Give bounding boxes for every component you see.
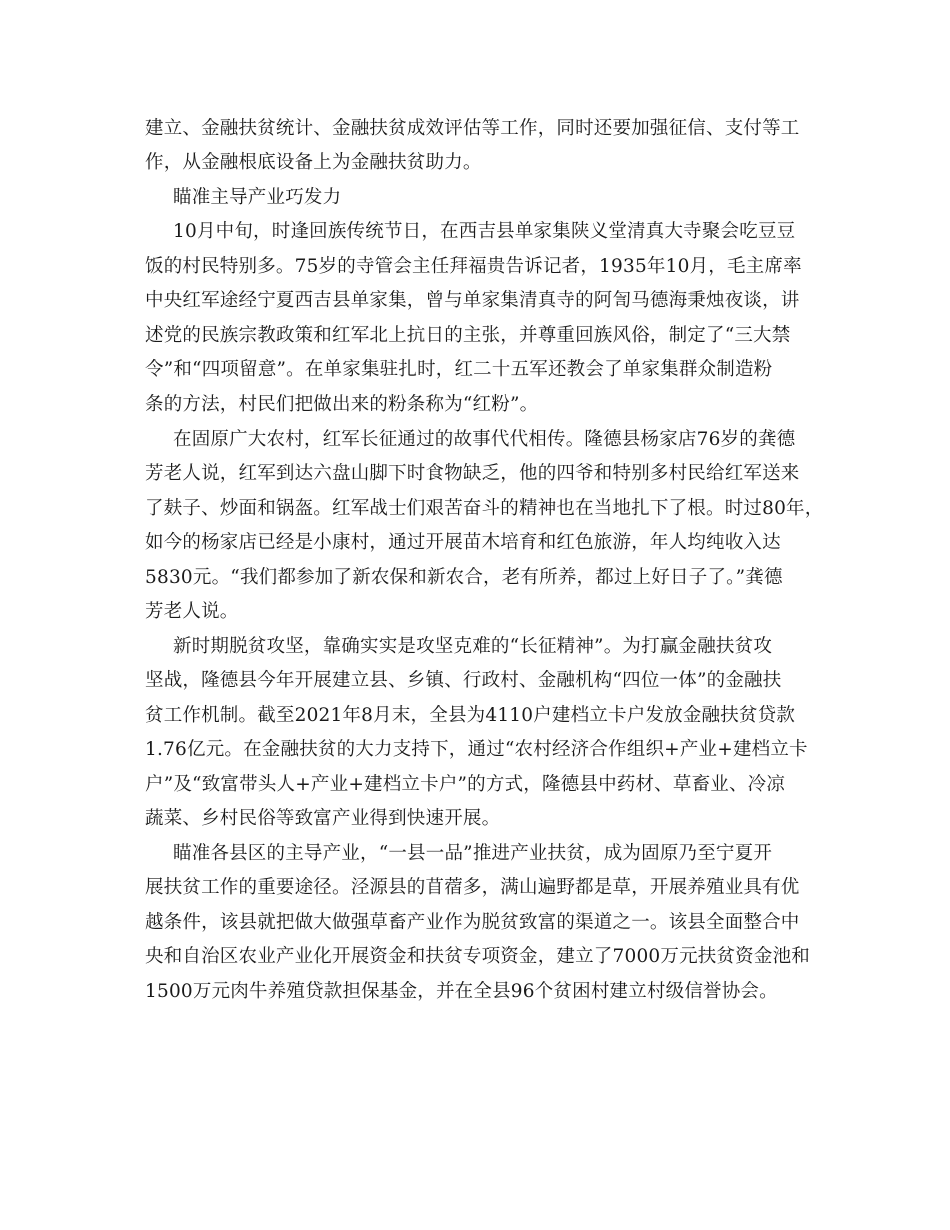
text-line: 述党的民族宗教政策和红军北上抗日的主张，并尊重回族风俗，制定了“三大禁 [145, 325, 791, 346]
text-line: 央和自治区农业产业化开展资金和扶贫专项资金，建立了7000万元扶贫资金池和 [145, 946, 810, 967]
text-line: 展扶贫工作的重要途径。泾源县的苜蓿多，满山遍野都是草，开展养殖业具有优 [145, 877, 800, 898]
paragraph-start: 瞄准各县区的主导产业，“一县一品”推进产业扶贫，成为固原乃至宁夏开 [173, 843, 773, 864]
text-line: 作，从金融根底设备上为金融扶贫助力。 [145, 152, 482, 173]
text-line: 蔬菜、乡村民俗等致富产业得到快速开展。 [145, 808, 501, 829]
text-line: 建立、金融扶贫统计、金融扶贫成效评估等工作，同时还要加强征信、支付等工 [145, 118, 800, 139]
paragraph-start: 10月中旬，时逢回族传统节日，在西吉县单家集陕义堂清真大寺聚会吃豆豆 [173, 221, 796, 242]
text-line: 1500万元肉牛养殖贷款担保基金，并在全县96个贫困村建立村级信誉协会。 [145, 981, 778, 1002]
section-heading: 瞄准主导产业巧发力 [173, 187, 342, 208]
text-line: 坚战，隆德县今年开展建立县、乡镇、行政村、金融机构“四位一体”的金融扶 [145, 670, 782, 691]
text-line: 5830元。“我们都参加了新农保和新农合，老有所养，都过上好日子了。”龚德 [145, 567, 783, 588]
text-line: 芳老人说。 [145, 601, 239, 622]
paragraph-start: 在固原广大农村，红军长征通过的故事代代相传。隆德县杨家店76岁的龚德 [173, 429, 796, 450]
text-line: 贫工作机制。截至2021年8月末，全县为4110户建档立卡户发放金融扶贫贷款 [145, 705, 796, 726]
text-line: 芳老人说，红军到达六盘山脚下时食物缺乏，他的四爷和特别多村民给红军送来 [145, 463, 800, 484]
text-line: 条的方法，村民们把做出来的粉条称为“红粉”。 [145, 394, 539, 415]
text-line: 了麸子、炒面和锅盔。红军战士们艰苦奋斗的精神也在当地扎下了根。时过80年， [145, 498, 824, 519]
text-line: 户”及“致富带头人+产业+建档立卡户”的方式，隆德县中药材、草畜业、冷凉 [145, 774, 786, 795]
text-line: 中央红军途经宁夏西吉县单家集，曾与单家集清真寺的阿訇马德海秉烛夜谈，讲 [145, 290, 800, 311]
text-line: 饭的村民特别多。75岁的寺管会主任拜福贵告诉记者，1935年10月，毛主席率 [145, 256, 802, 277]
text-line: 1.76亿元。在金融扶贫的大力支持下，通过“农村经济合作组织+产业+建档立卡 [145, 739, 808, 760]
paragraph-start: 新时期脱贫攻坚，靠确实实是攻坚克难的“长征精神”。为打赢金融扶贫攻 [173, 636, 773, 657]
text-line: 如今的杨家店已经是小康村，通过开展苗木培育和红色旅游，年人均纯收入达 [145, 532, 781, 553]
text-line: 令”和“四项留意”。在单家集驻扎时，红二十五军还教会了单家集群众制造粉 [145, 359, 773, 380]
text-line: 越条件，该县就把做大做强草畜产业作为脱贫致富的渠道之一。该县全面整合中 [145, 912, 800, 933]
